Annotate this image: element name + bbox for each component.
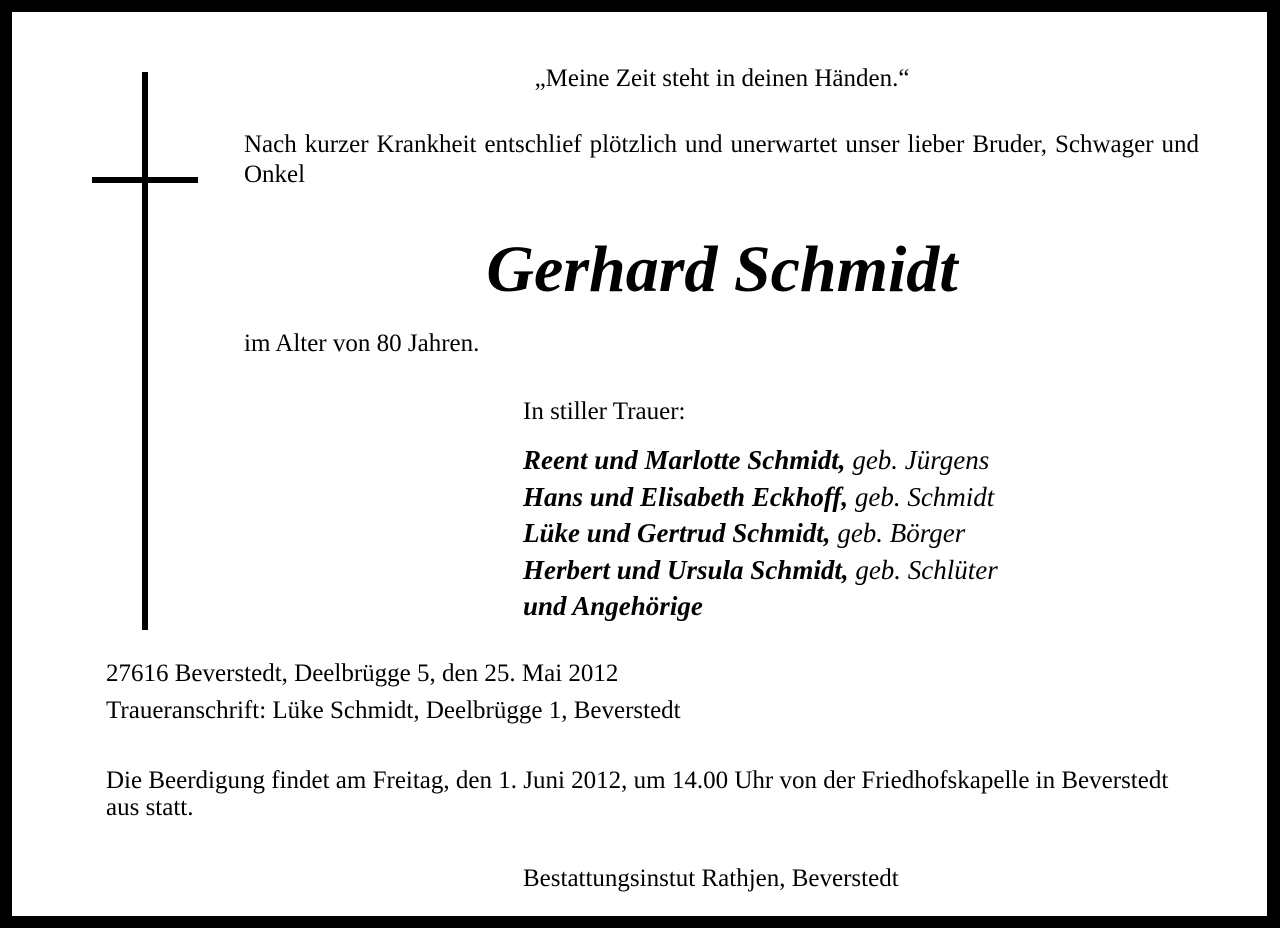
obituary-card — [12, 12, 1267, 916]
mourning-label: In stiller Trauer: — [523, 398, 686, 425]
undertaker: Bestattungsinstut Rathjen, Beverstedt — [523, 865, 899, 892]
mourner-item — [523, 479, 998, 516]
funeral-info: Die Beerdigung findet am Freitag, den 1. Juni 2012, um 14.00 Uhr von der Friedhofskapelle in Beverstedt aus statt. — [106, 767, 1169, 821]
mourner-birth-name: geb. Schmidt — [854, 481, 995, 512]
mourner-name: Reent und Marlotte Schmidt, — [523, 445, 846, 475]
intro-text: Nach kurzer Krankheit entschlief plötzlich und unerwartet unser lieber Bruder, Schwager und Onkel — [244, 131, 1199, 188]
deceased-name: Gerhard Schmidt — [486, 233, 958, 306]
mourner-name: Hans und Elisabeth Eckhoff, — [523, 481, 849, 512]
cross-horizontal-bar — [92, 177, 198, 183]
place-date: 27616 Beverstedt, Deelbrügge 5, den 25. Mai 2012 — [106, 660, 619, 687]
mourner-birth-name: geb. Börger — [837, 518, 966, 548]
quote: „Meine Zeit steht in deinen Händen.“ — [534, 65, 910, 92]
mourner-name: Herbert und Ursula Schmidt, — [523, 554, 849, 585]
mourning-address: Traueranschrift: Lüke Schmidt, Deelbrügge 1, Beverstedt — [106, 697, 681, 724]
mourner-item — [523, 515, 998, 552]
mourner-birth-name: geb. Jürgens — [852, 445, 990, 475]
mourners-list — [523, 442, 998, 625]
cross-vertical-bar — [142, 72, 148, 630]
age-line: im Alter von 80 Jahren. — [244, 330, 480, 357]
mourner-name: und Angehörige — [523, 591, 703, 621]
mourner-item — [523, 552, 998, 589]
mourner-item — [523, 442, 998, 479]
mourner-name: Lüke und Gertrud Schmidt, — [523, 518, 831, 548]
mourner-item — [523, 588, 998, 625]
mourner-birth-name: geb. Schlüter — [855, 554, 998, 585]
